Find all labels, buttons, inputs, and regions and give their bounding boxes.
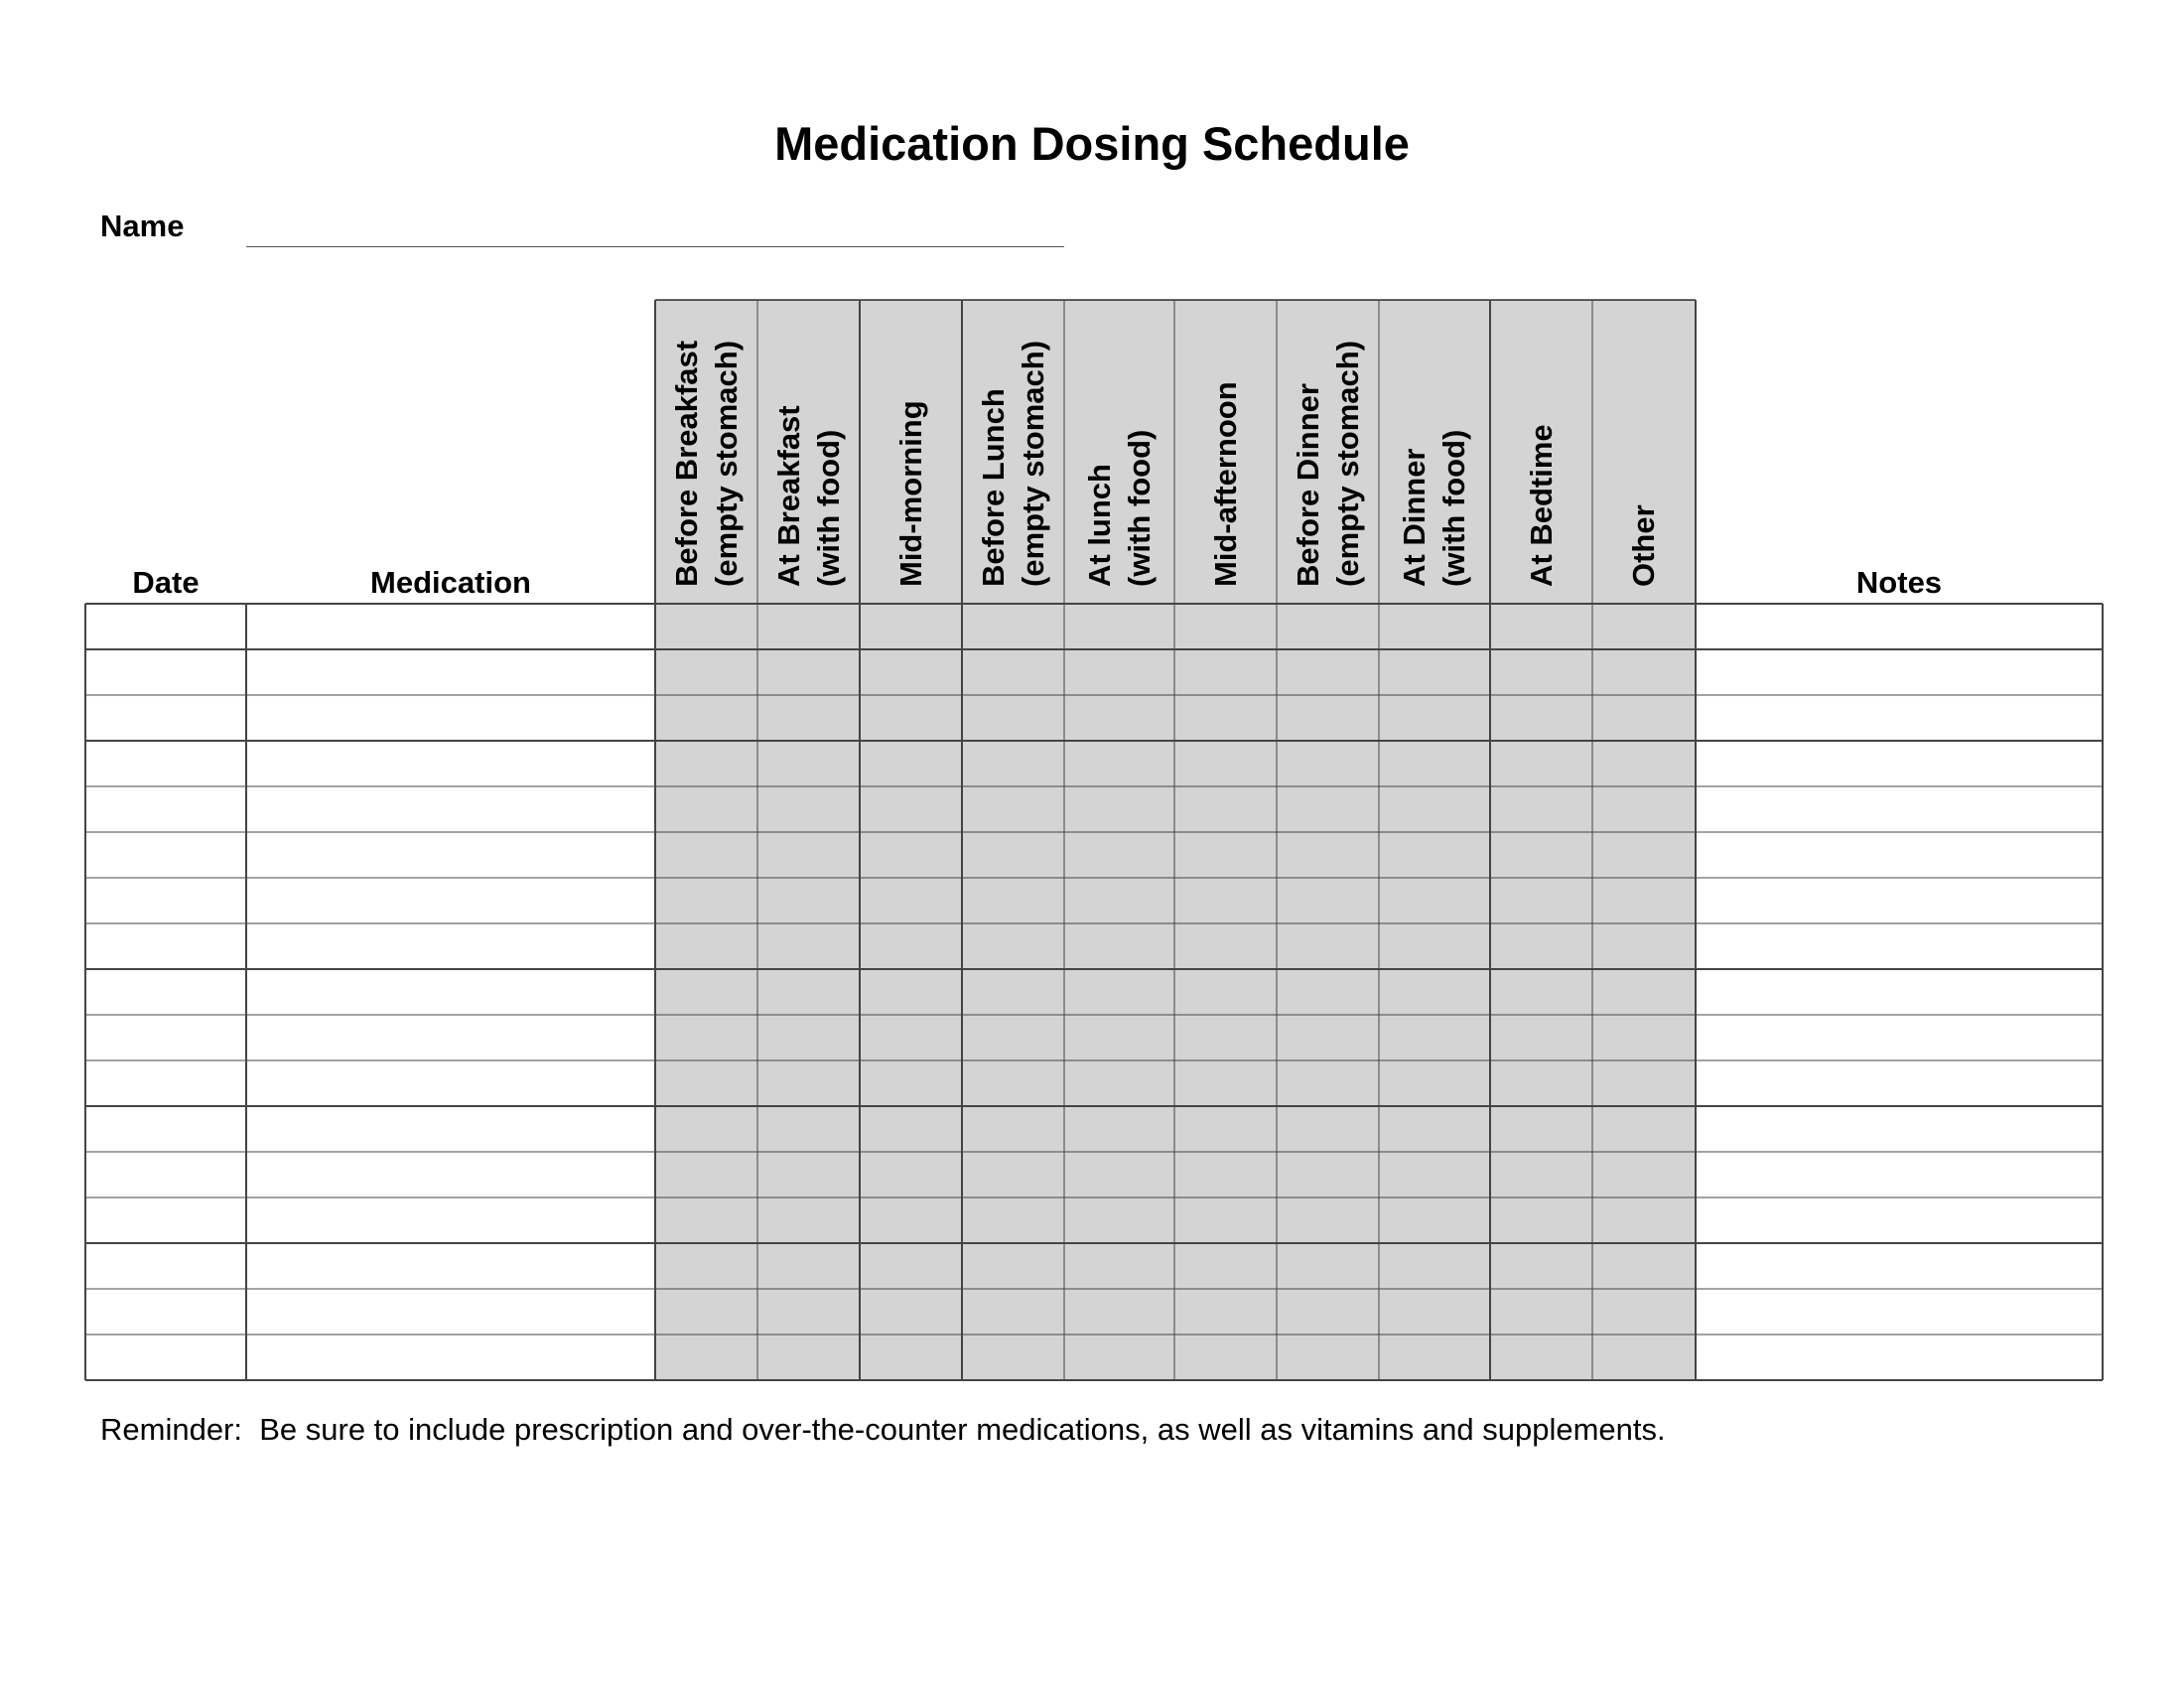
- table-cell[interactable]: [655, 1335, 757, 1380]
- table-cell[interactable]: [1174, 1015, 1277, 1060]
- table-cell[interactable]: [1379, 1289, 1490, 1335]
- table-cell[interactable]: [860, 878, 962, 923]
- time-column-label: At Dinner: [1397, 448, 1432, 587]
- table-cell[interactable]: [860, 1152, 962, 1197]
- table-cell[interactable]: [1696, 878, 2103, 923]
- table-cell[interactable]: [655, 923, 757, 969]
- table-cell[interactable]: [1696, 969, 2103, 1015]
- table-cell[interactable]: [1174, 1060, 1277, 1106]
- table-cell[interactable]: [757, 1015, 860, 1060]
- table-cell[interactable]: [246, 604, 655, 649]
- table-cell[interactable]: [85, 1335, 246, 1380]
- table-cell[interactable]: [1592, 1197, 1696, 1243]
- table-cell[interactable]: [962, 1197, 1064, 1243]
- table-cell[interactable]: [85, 1197, 246, 1243]
- time-column-sublabel: (with food): [810, 429, 846, 587]
- time-column-label: Before Lunch: [975, 388, 1011, 587]
- table-cell[interactable]: [1490, 969, 1592, 1015]
- table-cell[interactable]: [85, 786, 246, 832]
- table-cell[interactable]: [757, 969, 860, 1015]
- medication-header: Medication: [370, 565, 531, 600]
- table-cell[interactable]: [962, 741, 1064, 786]
- table-cell[interactable]: [1490, 604, 1592, 649]
- table-cell[interactable]: [1592, 741, 1696, 786]
- table-cell[interactable]: [1696, 786, 2103, 832]
- table-cell[interactable]: [85, 695, 246, 741]
- table-cell[interactable]: [85, 923, 246, 969]
- table-cell[interactable]: [1379, 832, 1490, 878]
- table-cell[interactable]: [655, 695, 757, 741]
- table-cell[interactable]: [1490, 1015, 1592, 1060]
- table-cell[interactable]: [757, 695, 860, 741]
- table-cell[interactable]: [1277, 604, 1379, 649]
- table-cell[interactable]: [1379, 923, 1490, 969]
- table-cell[interactable]: [1490, 1106, 1592, 1152]
- table-cell[interactable]: [1696, 1060, 2103, 1106]
- table-cell[interactable]: [1064, 786, 1174, 832]
- table-cell[interactable]: [1379, 878, 1490, 923]
- table-cell[interactable]: [860, 832, 962, 878]
- table-cell[interactable]: [1174, 695, 1277, 741]
- table-cell[interactable]: [757, 786, 860, 832]
- table-cell[interactable]: [860, 1015, 962, 1060]
- table-cell[interactable]: [962, 923, 1064, 969]
- date-header: Date: [132, 565, 200, 600]
- table-cell[interactable]: [1174, 741, 1277, 786]
- table-cell[interactable]: [1064, 1335, 1174, 1380]
- table-cell[interactable]: [1174, 969, 1277, 1015]
- table-cell[interactable]: [1696, 1015, 2103, 1060]
- table-cell[interactable]: [1696, 832, 2103, 878]
- table-cell[interactable]: [757, 741, 860, 786]
- table-cell[interactable]: [1064, 1106, 1174, 1152]
- table-cell[interactable]: [1490, 786, 1592, 832]
- table-cell[interactable]: [655, 1289, 757, 1335]
- table-cell[interactable]: [655, 604, 757, 649]
- table-cell[interactable]: [1277, 832, 1379, 878]
- time-column-sublabel: (empty stomach): [1015, 340, 1050, 587]
- table-cell[interactable]: [757, 604, 860, 649]
- table-cell[interactable]: [1379, 1243, 1490, 1289]
- table-cell[interactable]: [1696, 1289, 2103, 1335]
- table-cell[interactable]: [1174, 1152, 1277, 1197]
- table-cell[interactable]: [246, 1152, 655, 1197]
- table-cell[interactable]: [655, 1015, 757, 1060]
- table-cell[interactable]: [1592, 923, 1696, 969]
- time-column-sublabel: (with food): [1436, 429, 1471, 587]
- table-cell[interactable]: [1490, 695, 1592, 741]
- table-cell[interactable]: [1379, 1015, 1490, 1060]
- table-cell[interactable]: [1064, 969, 1174, 1015]
- table-cell[interactable]: [962, 1289, 1064, 1335]
- table-cell[interactable]: [1064, 923, 1174, 969]
- table-cell[interactable]: [962, 649, 1064, 695]
- table-cell[interactable]: [1696, 1152, 2103, 1197]
- table-cell[interactable]: [246, 1335, 655, 1380]
- table-cell[interactable]: [860, 1106, 962, 1152]
- time-column-sublabel: (empty stomach): [1329, 340, 1365, 587]
- table-cell[interactable]: [962, 969, 1064, 1015]
- table-cell[interactable]: [860, 786, 962, 832]
- table-cell[interactable]: [1064, 1060, 1174, 1106]
- table-cell[interactable]: [1064, 741, 1174, 786]
- table-cell[interactable]: [962, 878, 1064, 923]
- table-cell[interactable]: [1490, 1243, 1592, 1289]
- table-cell[interactable]: [1064, 1243, 1174, 1289]
- table-cell[interactable]: [1592, 695, 1696, 741]
- reminder-text: Reminder: Be sure to include prescription and over-the-counter medications, as well as vitamins and supplements.: [100, 1412, 1666, 1447]
- table-cell[interactable]: [757, 832, 860, 878]
- table-cell[interactable]: [860, 604, 962, 649]
- table-cell[interactable]: [655, 1243, 757, 1289]
- table-cell[interactable]: [85, 741, 246, 786]
- table-cell[interactable]: [85, 969, 246, 1015]
- table-cell[interactable]: [1064, 1015, 1174, 1060]
- table-cell[interactable]: [1379, 1335, 1490, 1380]
- table-cell[interactable]: [85, 1152, 246, 1197]
- table-cell[interactable]: [1174, 1335, 1277, 1380]
- table-cell[interactable]: [1174, 1289, 1277, 1335]
- time-column-label: Mid-morning: [892, 400, 928, 587]
- table-cell[interactable]: [85, 1289, 246, 1335]
- table-cell[interactable]: [1696, 923, 2103, 969]
- table-cell[interactable]: [1696, 1335, 2103, 1380]
- table-cell[interactable]: [860, 1335, 962, 1380]
- table-cell[interactable]: [246, 1243, 655, 1289]
- table-cell[interactable]: [1490, 649, 1592, 695]
- table-cell[interactable]: [1064, 832, 1174, 878]
- table-cell[interactable]: [757, 1289, 860, 1335]
- time-column-label: At lunch: [1081, 464, 1117, 587]
- table-cell[interactable]: [1592, 649, 1696, 695]
- time-column-label: Mid-afternoon: [1207, 381, 1243, 587]
- table-cell[interactable]: [655, 969, 757, 1015]
- table-cell[interactable]: [962, 832, 1064, 878]
- table-cell[interactable]: [246, 878, 655, 923]
- table-cell[interactable]: [1592, 832, 1696, 878]
- table-cell[interactable]: [246, 649, 655, 695]
- table-cell[interactable]: [85, 832, 246, 878]
- name-label: Name: [100, 209, 185, 243]
- table-cell[interactable]: [962, 1152, 1064, 1197]
- table-cell[interactable]: [85, 878, 246, 923]
- table-cell[interactable]: [1174, 1243, 1277, 1289]
- table-cell[interactable]: [1064, 649, 1174, 695]
- table-cell[interactable]: [1379, 741, 1490, 786]
- table-cell[interactable]: [1379, 969, 1490, 1015]
- table-cell[interactable]: [860, 695, 962, 741]
- table-cell[interactable]: [85, 1106, 246, 1152]
- table-cell[interactable]: [246, 1289, 655, 1335]
- table-cell[interactable]: [757, 649, 860, 695]
- table-cell[interactable]: [655, 832, 757, 878]
- table-cell[interactable]: [1174, 1106, 1277, 1152]
- table-cell[interactable]: [655, 786, 757, 832]
- table-cell[interactable]: [860, 1060, 962, 1106]
- table-cell[interactable]: [962, 604, 1064, 649]
- table-cell[interactable]: [1379, 1197, 1490, 1243]
- table-cell[interactable]: [860, 923, 962, 969]
- table-cell[interactable]: [1277, 741, 1379, 786]
- table-cell[interactable]: [1490, 1197, 1592, 1243]
- table-cell[interactable]: [655, 649, 757, 695]
- table-cell[interactable]: [1174, 649, 1277, 695]
- table-cell[interactable]: [757, 1152, 860, 1197]
- table-cell[interactable]: [85, 1060, 246, 1106]
- table-cell[interactable]: [246, 923, 655, 969]
- table-cell[interactable]: [1379, 786, 1490, 832]
- table-cell[interactable]: [1174, 1197, 1277, 1243]
- table-cell[interactable]: [1592, 1152, 1696, 1197]
- table-cell[interactable]: [1490, 923, 1592, 969]
- page-title: Medication Dosing Schedule: [774, 117, 1410, 170]
- table-cell[interactable]: [1277, 786, 1379, 832]
- table-cell[interactable]: [1379, 604, 1490, 649]
- time-column-label: Before Dinner: [1290, 383, 1325, 587]
- time-column-label: At Breakfast: [770, 405, 806, 587]
- table-cell[interactable]: [85, 604, 246, 649]
- table-cell[interactable]: [655, 878, 757, 923]
- table-cell[interactable]: [1277, 1015, 1379, 1060]
- table-cell[interactable]: [246, 1197, 655, 1243]
- table-cell[interactable]: [655, 1197, 757, 1243]
- table-cell[interactable]: [1490, 1060, 1592, 1106]
- table-cell[interactable]: [1277, 878, 1379, 923]
- table-cell[interactable]: [1592, 1106, 1696, 1152]
- time-column-label: Before Breakfast: [668, 340, 704, 587]
- table-cell[interactable]: [1064, 1197, 1174, 1243]
- table-cell[interactable]: [1696, 695, 2103, 741]
- table-cell[interactable]: [1277, 1106, 1379, 1152]
- time-column-sublabel: (empty stomach): [708, 340, 744, 587]
- table-cell[interactable]: [1592, 1289, 1696, 1335]
- table-cell[interactable]: [1379, 695, 1490, 741]
- table-cell[interactable]: [246, 786, 655, 832]
- table-cell[interactable]: [1379, 649, 1490, 695]
- table-cell[interactable]: [1277, 923, 1379, 969]
- table-cell[interactable]: [1064, 1289, 1174, 1335]
- table-cell[interactable]: [1490, 878, 1592, 923]
- table-cell[interactable]: [860, 649, 962, 695]
- table-cell[interactable]: [757, 1243, 860, 1289]
- table-cell[interactable]: [1277, 1289, 1379, 1335]
- table-cell[interactable]: [757, 1197, 860, 1243]
- notes-header: Notes: [1855, 565, 1943, 600]
- table-cell[interactable]: [1064, 1152, 1174, 1197]
- table-cell[interactable]: [1696, 1243, 2103, 1289]
- table-cell[interactable]: [246, 832, 655, 878]
- table-cell[interactable]: [1277, 969, 1379, 1015]
- table-cell[interactable]: [962, 1060, 1064, 1106]
- table-cell[interactable]: [1696, 1106, 2103, 1152]
- table-cell[interactable]: [1592, 1060, 1696, 1106]
- table-cell[interactable]: [1696, 604, 2103, 649]
- table-cell[interactable]: [85, 1015, 246, 1060]
- table-cell[interactable]: [962, 786, 1064, 832]
- table-cell[interactable]: [962, 1335, 1064, 1380]
- table-cell[interactable]: [757, 1060, 860, 1106]
- table-cell[interactable]: [1174, 832, 1277, 878]
- table-cell[interactable]: [85, 1243, 246, 1289]
- table-cell[interactable]: [1490, 741, 1592, 786]
- table-cell[interactable]: [1174, 786, 1277, 832]
- table-cell[interactable]: [1064, 695, 1174, 741]
- table-cell[interactable]: [246, 695, 655, 741]
- table-cell[interactable]: [246, 1060, 655, 1106]
- table-cell[interactable]: [85, 649, 246, 695]
- table-cell[interactable]: [246, 969, 655, 1015]
- table-cell[interactable]: [1174, 923, 1277, 969]
- table-cell[interactable]: [655, 1060, 757, 1106]
- table-cell[interactable]: [1592, 969, 1696, 1015]
- table-cell[interactable]: [1064, 604, 1174, 649]
- table-cell[interactable]: [246, 741, 655, 786]
- table-cell[interactable]: [1277, 1152, 1379, 1197]
- table-cell[interactable]: [1592, 1015, 1696, 1060]
- table-cell[interactable]: [962, 695, 1064, 741]
- table-cell[interactable]: [655, 1152, 757, 1197]
- table-cell[interactable]: [757, 878, 860, 923]
- table-cell[interactable]: [962, 1015, 1064, 1060]
- table-cell[interactable]: [962, 1106, 1064, 1152]
- table-cell[interactable]: [757, 1106, 860, 1152]
- table-cell[interactable]: [655, 1106, 757, 1152]
- table-cell[interactable]: [1277, 1335, 1379, 1380]
- table-cell[interactable]: [1277, 649, 1379, 695]
- table-cell[interactable]: [1174, 878, 1277, 923]
- table-cell[interactable]: [1592, 604, 1696, 649]
- table-cell[interactable]: [860, 741, 962, 786]
- table-cell[interactable]: [1277, 1197, 1379, 1243]
- time-column-label: Other: [1626, 504, 1661, 587]
- table-cell[interactable]: [1379, 1106, 1490, 1152]
- table-cell[interactable]: [1490, 1289, 1592, 1335]
- table-cell[interactable]: [655, 741, 757, 786]
- table-cell[interactable]: [1592, 1243, 1696, 1289]
- table-cell[interactable]: [1064, 878, 1174, 923]
- table-cell[interactable]: [757, 923, 860, 969]
- time-column-sublabel: (with food): [1121, 429, 1157, 587]
- table-cell[interactable]: [860, 1289, 962, 1335]
- table-cell[interactable]: [1277, 695, 1379, 741]
- table-cell[interactable]: [962, 1243, 1064, 1289]
- table-cell[interactable]: [1490, 832, 1592, 878]
- table-cell[interactable]: [1592, 786, 1696, 832]
- table-cell[interactable]: [860, 1197, 962, 1243]
- table-cell[interactable]: [246, 1015, 655, 1060]
- table-cell[interactable]: [1490, 1152, 1592, 1197]
- table-cell[interactable]: [1696, 741, 2103, 786]
- time-column-label: At Bedtime: [1523, 424, 1559, 587]
- table-cell[interactable]: [757, 1335, 860, 1380]
- table-cell[interactable]: [1277, 1060, 1379, 1106]
- table-cell[interactable]: [1174, 604, 1277, 649]
- table-cell[interactable]: [1379, 1060, 1490, 1106]
- table-cell[interactable]: [1592, 1335, 1696, 1380]
- table-cell[interactable]: [1696, 649, 2103, 695]
- table-cell[interactable]: [246, 1106, 655, 1152]
- table-cell[interactable]: [1379, 1152, 1490, 1197]
- table-cell[interactable]: [860, 969, 962, 1015]
- table-cell[interactable]: [1696, 1197, 2103, 1243]
- table-cell[interactable]: [1277, 1243, 1379, 1289]
- table-cell[interactable]: [1592, 878, 1696, 923]
- table-cell[interactable]: [1490, 1335, 1592, 1380]
- table-cell[interactable]: [860, 1243, 962, 1289]
